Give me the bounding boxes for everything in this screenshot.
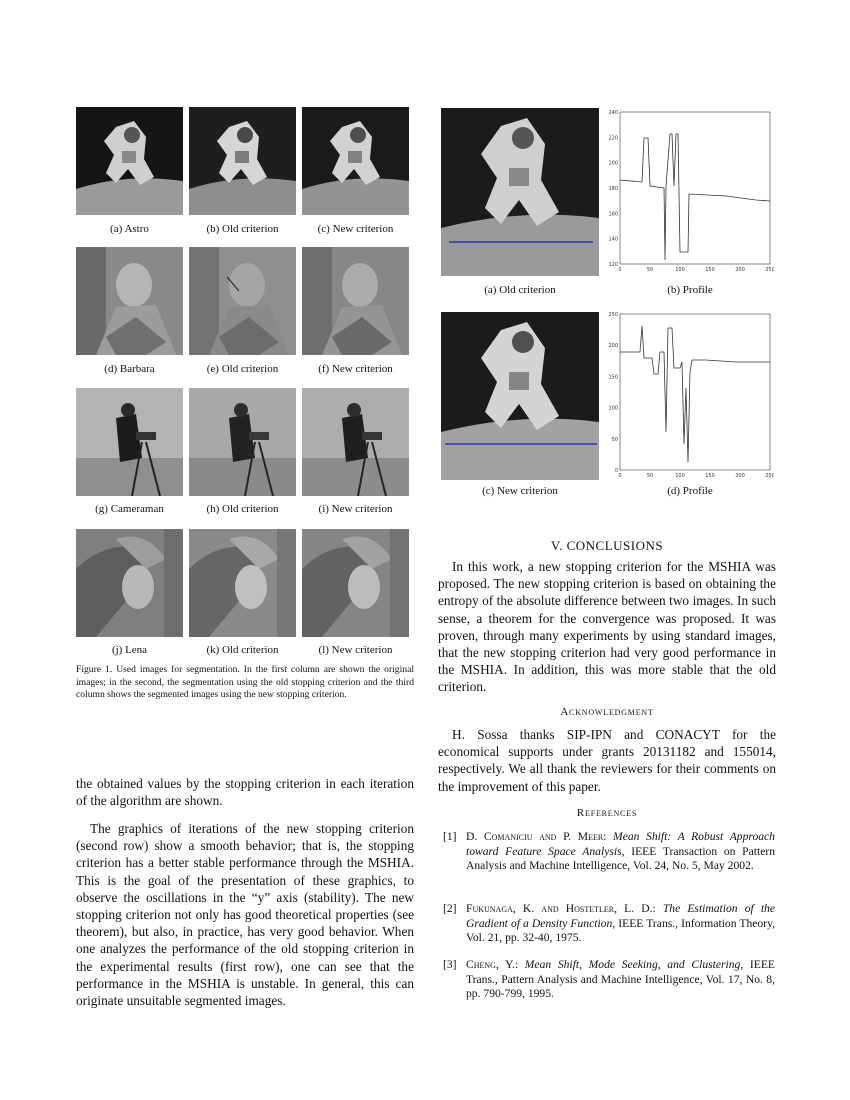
y-tick-label: 220 [608,135,618,142]
image-barbara-original [76,247,183,355]
reference-rest: , IEEE Trans., Pattern Analysis and Machine Intelligence, Vol. 17, No. 8, pp. 790-799, 1995. [466,958,775,1001]
image-astro-old [189,107,296,215]
y-tick-label: 200 [608,160,618,167]
caption-g: (g) Cameraman [95,503,164,515]
caption-f: (f) New criterion [318,363,393,375]
left-para-1: the obtained values by the stopping criterion in each iteration of the algorithm are shown. [76,776,414,809]
reference-title: Mean Shift: A Robust Approach toward Feature Space Analysis [466,830,775,858]
image-barbara-new [302,247,409,355]
x-tick-label: 250 [765,267,774,273]
profile-plot-new-svg [606,312,774,482]
y-tick-label: 120 [608,262,618,268]
left-para-2: The graphics of iterations of the new stopping criterion (second row) show a smooth behavior; that is, the stopping criterion has a better stable performance through the MSHIA. This is the goal of the presentation of these graphics, to observe the oscillations in the “y” axis (stability). The new stopping criterion not only has good theoretical properties (see theorem), but also, in practice, has very good behavior. When one analyzes the performance of the old stopping criterion in the experimental results (first row), one can see that the performance in the MSHIA is unstable. In general, this can originate unsuitable segmented images. [76,821,414,1009]
caption-fig2-b: (b) Profile [667,284,713,296]
reference-num: [1] [443,830,457,843]
y-tick-label: 180 [608,186,618,192]
x-tick-label: 50 [646,267,654,273]
caption-d: (d) Barbara [104,363,155,375]
x-tick-label: 100 [675,473,685,479]
caption-j: (j) Lena [111,644,148,656]
acknowledgment-heading: Acknowledgment [560,706,654,718]
y-tick-label: 200 [608,343,618,350]
image-astro-new [302,107,409,215]
y-tick-label: 100 [608,405,618,412]
caption-i: (i) New criterion [318,503,393,515]
caption-a: (a) Astro [110,223,149,235]
reference-authors: D. Comaniciu and P. Meer: [466,830,607,843]
image-astro-line-new [441,312,599,480]
image-astro-line-old [441,108,599,276]
x-tick-label: 150 [705,267,715,273]
image-lena-old [189,529,296,637]
y-tick-label: 240 [608,110,618,116]
reference-authors: Fukunaga, K. and Hostetler, L. D.: [466,902,656,915]
conclusions-heading: V. CONCLUSIONS [550,538,664,553]
y-tick-label: 150 [608,374,618,381]
reference-3 [443,958,775,1002]
image-astro-original [76,107,183,215]
image-cameraman-new [302,388,409,496]
reference-num: [2] [443,902,457,915]
x-tick-label: 0 [618,267,622,273]
acknowledgment-text: H. Sossa thanks SIP-IPN and CONACYT for the economical supports under grants 20131182 and 155014, respectively. We all thank the reviewers for their comments on the improvement of this paper. [438,727,776,794]
y-tick-label: 160 [608,211,618,218]
caption-fig2-a: (a) Old criterion [484,284,556,296]
caption-c: (c) New criterion [317,223,394,235]
reference-1 [443,830,775,874]
references-heading: References [576,807,638,819]
x-tick-label: 200 [735,267,745,273]
image-lena-new [302,529,409,637]
profile-plot-new [606,312,774,482]
caption-fig2-d: (d) Profile [667,485,713,497]
caption-e: (e) Old criterion [206,363,279,375]
image-barbara-old [189,247,296,355]
y-tick-label: 140 [608,236,618,243]
image-cameraman-old [189,388,296,496]
reference-rest: , IEEE Transaction on Pattern Analysis and Machine Intelligence, Vol. 24, No. 5, May 2002. [466,844,776,873]
reference-title: Mean Shift, Mode Seeking, and Clustering [524,958,741,971]
x-tick-label: 0 [618,473,622,479]
y-tick-label: 0 [614,468,618,474]
reference-rest: , IEEE Trans., Information Theory, Vol. 21, pp. 32-40, 1975. [466,916,776,945]
reference-title: The Estimation of the Gradient of a Density Function [466,902,776,930]
caption-fig2-c: (c) New criterion [482,485,558,497]
reference-authors: Cheng, Y.: [466,958,519,971]
x-tick-label: 100 [675,267,685,273]
reference-num: [3] [443,958,457,971]
caption-l: (l) New criterion [318,644,393,656]
x-tick-label: 250 [765,473,774,479]
image-cameraman-original [76,388,183,496]
reference-2 [443,902,775,946]
caption-b: (b) Old criterion [206,223,279,235]
y-tick-label: 250 [608,312,618,318]
x-tick-label: 50 [646,473,654,479]
x-tick-label: 150 [705,473,715,479]
caption-k: (k) Old criterion [206,644,279,656]
x-tick-label: 200 [735,473,745,479]
conclusions-text: In this work, a new stopping criterion for the MSHIA was proposed. The new stopping criterion is based on obtaining the entropy of the absolute difference between two images. In such sense, a theorem for the convergence was proposed. It was proven, through many experiments by using standard images, that the new stopping criterion had very good performance in the MSHIA. In addition, this was more stable that the old criterion. [438,559,776,695]
image-lena-original [76,529,183,637]
profile-plot-old-svg [606,108,774,278]
y-tick-label: 50 [611,436,618,443]
caption-h: (h) Old criterion [206,503,279,515]
profile-plot-old [606,108,774,278]
figure1-caption: Figure 1. Used images for segmentation. In the first column are shown the original images; in the second, the segmentation using the old stopping criterion and the third column shows the segmented images using the new stopping criterion. [76,664,414,701]
